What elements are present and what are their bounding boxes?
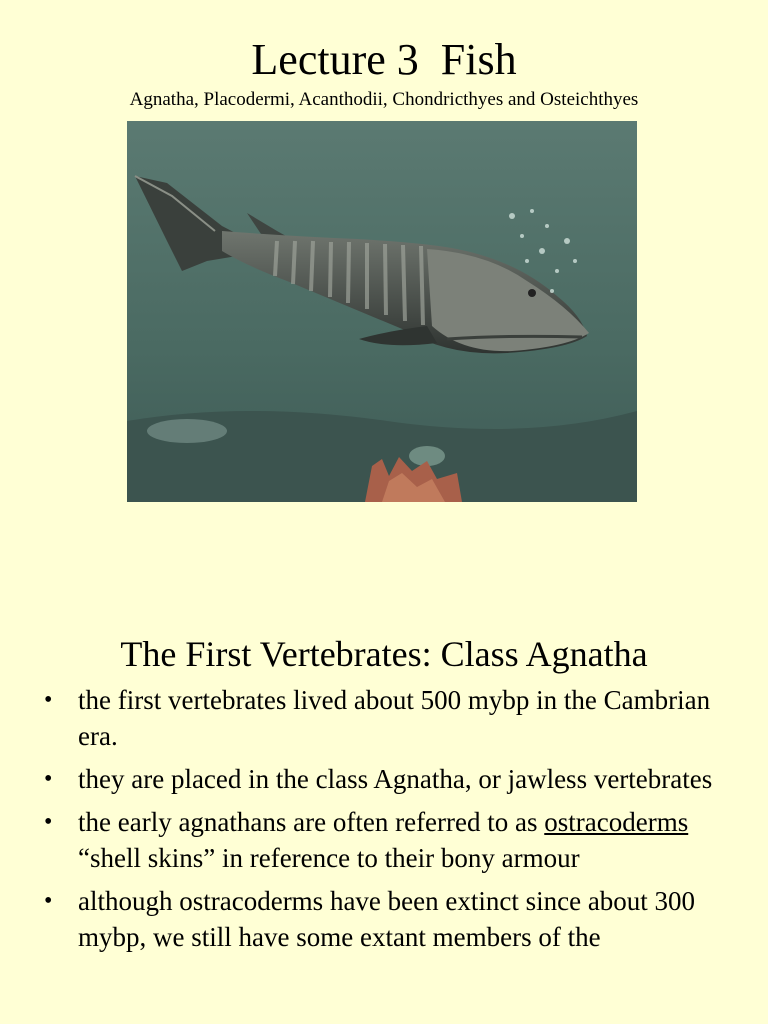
bullet-text-post: “shell skins” in reference to their bony armour (78, 843, 580, 873)
bullet-list (44, 682, 744, 962)
bullet-icon: • (44, 766, 53, 792)
slide-1-subtitle: Agnatha, Placodermi, Acanthodii, Chondricthyes and Osteichthyes (129, 89, 639, 110)
bullet-icon: • (44, 809, 53, 835)
bullet-text: the first vertebrates lived about 500 mybp in the Cambrian era. (78, 685, 711, 751)
bullet-text: although ostracoderms have been extinct since about 300 mybp, we still have some extant members of the (78, 886, 696, 952)
bullet-item (44, 682, 744, 754)
bullet-icon: • (44, 687, 53, 713)
bullet-item (44, 883, 744, 955)
slide-1-title: Lecture 3 Fish (251, 35, 517, 84)
bullet-text: they are placed in the class Agnatha, or jawless vertebrates (78, 764, 713, 794)
fish-illustration (127, 121, 637, 502)
bullet-item (44, 761, 744, 797)
ostracoderms-term: ostracoderms (544, 807, 689, 837)
bullet-text-pre: the early agnathans are often referred to as (78, 807, 545, 837)
slide-2-title: The First Vertebrates: Class Agnatha (120, 634, 648, 674)
bullet-item (44, 804, 744, 876)
bullet-icon: • (44, 888, 53, 914)
